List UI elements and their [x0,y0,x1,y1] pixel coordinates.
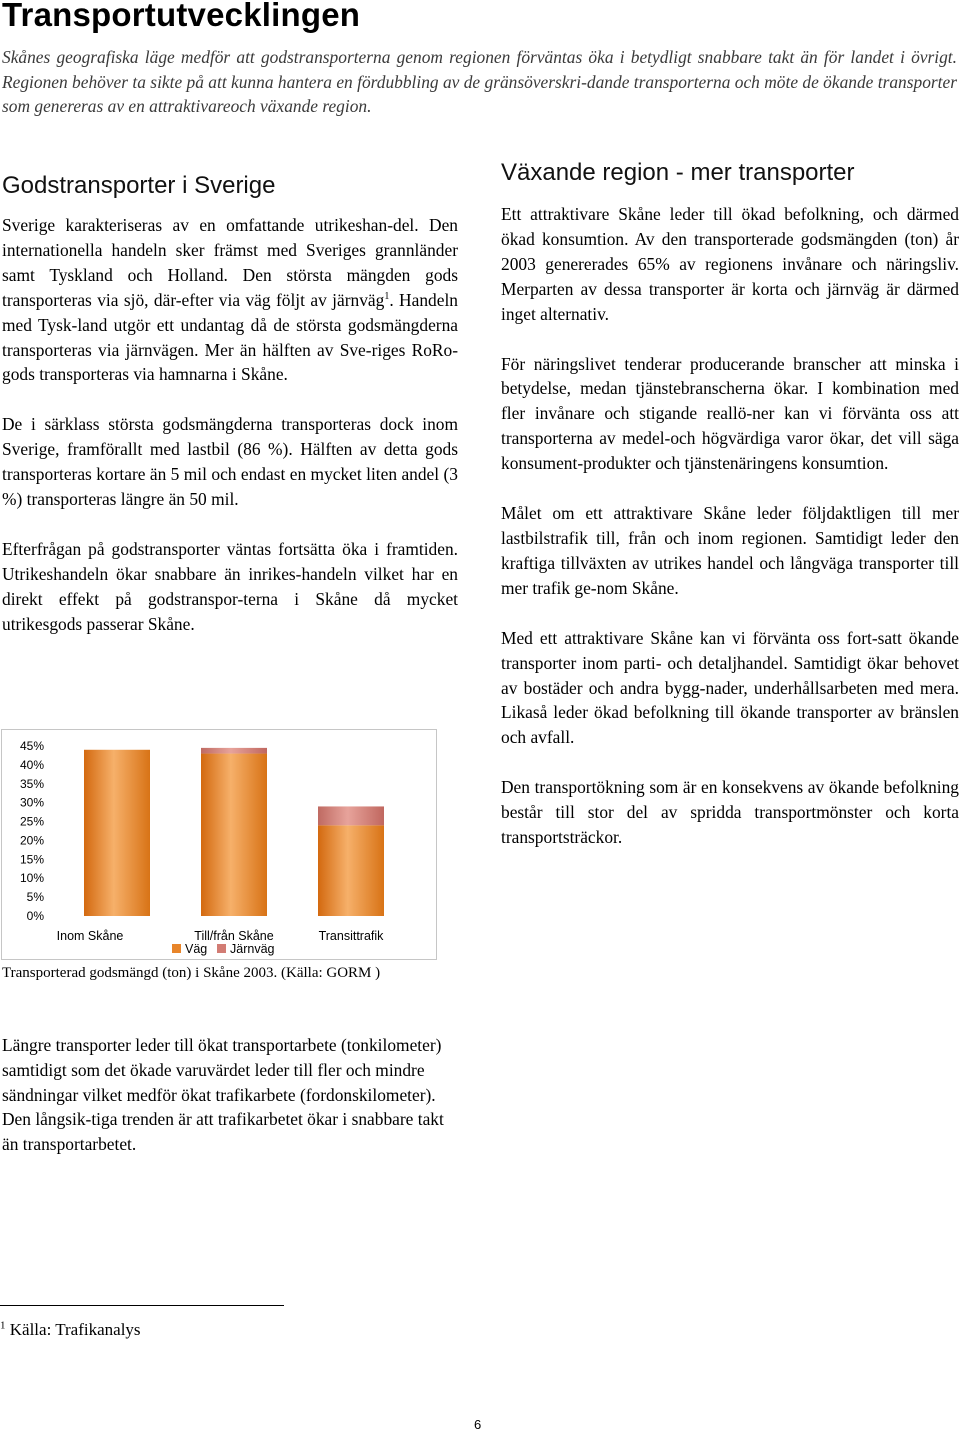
bar-vg-3 [318,825,384,916]
transport-chart [1,729,437,960]
chart-svg [2,730,438,961]
x-category-label: Inom Skåne [56,929,124,943]
y-tick-label: 35% [19,776,44,791]
y-tick-label: 20% [19,833,44,848]
right-column [501,202,959,875]
bar-jrnvg-2 [201,748,267,754]
y-tick-label: 25% [19,814,44,829]
heading-godstransporter: Godstransporter i Sverige [2,172,276,199]
left-paragraph-1: Sverige karakteriseras av en omfattande utrikeshan-del. Den internationella handeln sker främst med Sveriges grannländer samt Tyskland och Holland. Den största mängden gods transporteras via sjö, där-efter via väg följt av järnväg$^1$. Handeln med Tysk-land utgör ett undantag då de största godsmängderna transporteras via järnvägen. Mer än hälften av Sve-riges RoRo-gods transporteras via hamnarna i Skåne. [2,215,458,385]
y-tick-label: 15% [19,852,44,867]
bar-vg-2 [201,754,267,916]
y-tick-label: 0% [26,909,44,923]
left-column [2,213,458,662]
bottom-paragraph: Längre transporter leder till ökat transportarbete (tonkilometer) samtidigt som det ökade varuvärdet leder till fler och mindre sändningar vilket medför ökat trafikarbete (fordonskilometer). Den långsik-tiga trenden är att trafikarbetet ökar i snabbare takt än transportarbetet. [2,1035,444,1155]
right-paragraph-1: Ett attraktivare Skåne leder till ökad befolkning, och därmed ökad konsumtion. Av den transporterade godsmängden (ton) år 2003 genererades 65% av regionens invånare och näringsliv. Merparten av dessa transporter är korta och järnväg är därmed inget alternativ. [501,204,959,324]
y-tick-label: 40% [19,757,44,772]
y-tick-label: 45% [19,739,44,753]
page-number: 6 [474,1417,482,1432]
heading-vaxande-region: Växande region - mer transporter [501,159,855,186]
right-paragraph-2: För näringslivet tenderar producerande branscher att minska i betydelse, medan tjänstebranscherna ökar. I kombination med fler invånare och stigande reallö-ner kan vi förvänta oss att transporterna av medel-och högvärdiga varor ökar, det vill säga konsument-produkter och tjänstenäringens konsumtion. [501,353,959,474]
left-paragraph-3: Efterfrågan på godstransporter väntas fortsätta öka i framtiden. Utrikeshandeln ökar snabbare än inrikes-handeln vilket har en direkt effekt på godstranspor-terna i Skåne då mycket utrikesgods passerar Skåne. [2,538,458,634]
footnote-rule [0,1305,284,1306]
right-paragraph-5: Den transportökning som är en konsekvens av ökande befolkning består till stor del av spridda transportmönster och korta transportsträckor. [501,777,959,848]
right-paragraph-4: Med ett attraktivare Skåne kan vi förvänta oss fort-satt ökande transporter inom parti- och detaljhandel. Samtidigt ökar behovet av bostäder och andra bygg-nader, underhållsarbeten med mera. Likaså leder ökad befolkning till ökande transporter av bränslen och avfall. [501,627,959,748]
x-category-label: Till/från Skåne [194,929,274,943]
right-paragraph-3: Målet om ett attraktivare Skåne leder följdaktligen till mer lastbilstrafik till, från och inom regionen. Samtidigt leder den kraftiga tillväxten av utrikes handel och långväga transporter till mer trafik ge-nom Skåne. [501,503,959,598]
footnote-ref: 1 [384,290,390,302]
legend-swatch [217,944,226,953]
x-category-label: Transittrafik [318,929,384,943]
y-tick-label: 30% [19,795,44,810]
y-tick-label: 10% [19,871,44,886]
page-title: Transportutvecklingen [2,0,361,33]
footnote: $^1$ Källa: Trafikanalys [0,1319,141,1339]
chart-caption: Transporterad godsmängd (ton) i Skåne 2003. (Källa: GORM ) [2,965,381,981]
legend-label: Järnväg [230,942,275,956]
bar-jrnvg-3 [318,806,384,825]
y-tick-label: 5% [26,890,44,905]
left-paragraph-2: De i särklass största godsmängderna transporteras dock inom Sverige, framförallt med lastbil (86 %). Hälften av detta gods transporteras kortare än 5 mil och endast en mycket liten andel (3 %) transporteras längre än 50 mil. [2,414,458,510]
bar-vg-1 [84,750,150,916]
legend-swatch [172,944,181,953]
legend-label: Väg [185,942,208,956]
intro-paragraph: Skånes geografiska läge medför att godstransporterna genom regionen förväntas öka i betydligt snabbare takt än för landet i övrigt. Regionen behöver ta sikte på att kunna hantera en fördubbling av de gränsöverskri-dande transporterna och möte de ökande transporter som genereras av en attraktivareoch växande region. [2,47,957,117]
